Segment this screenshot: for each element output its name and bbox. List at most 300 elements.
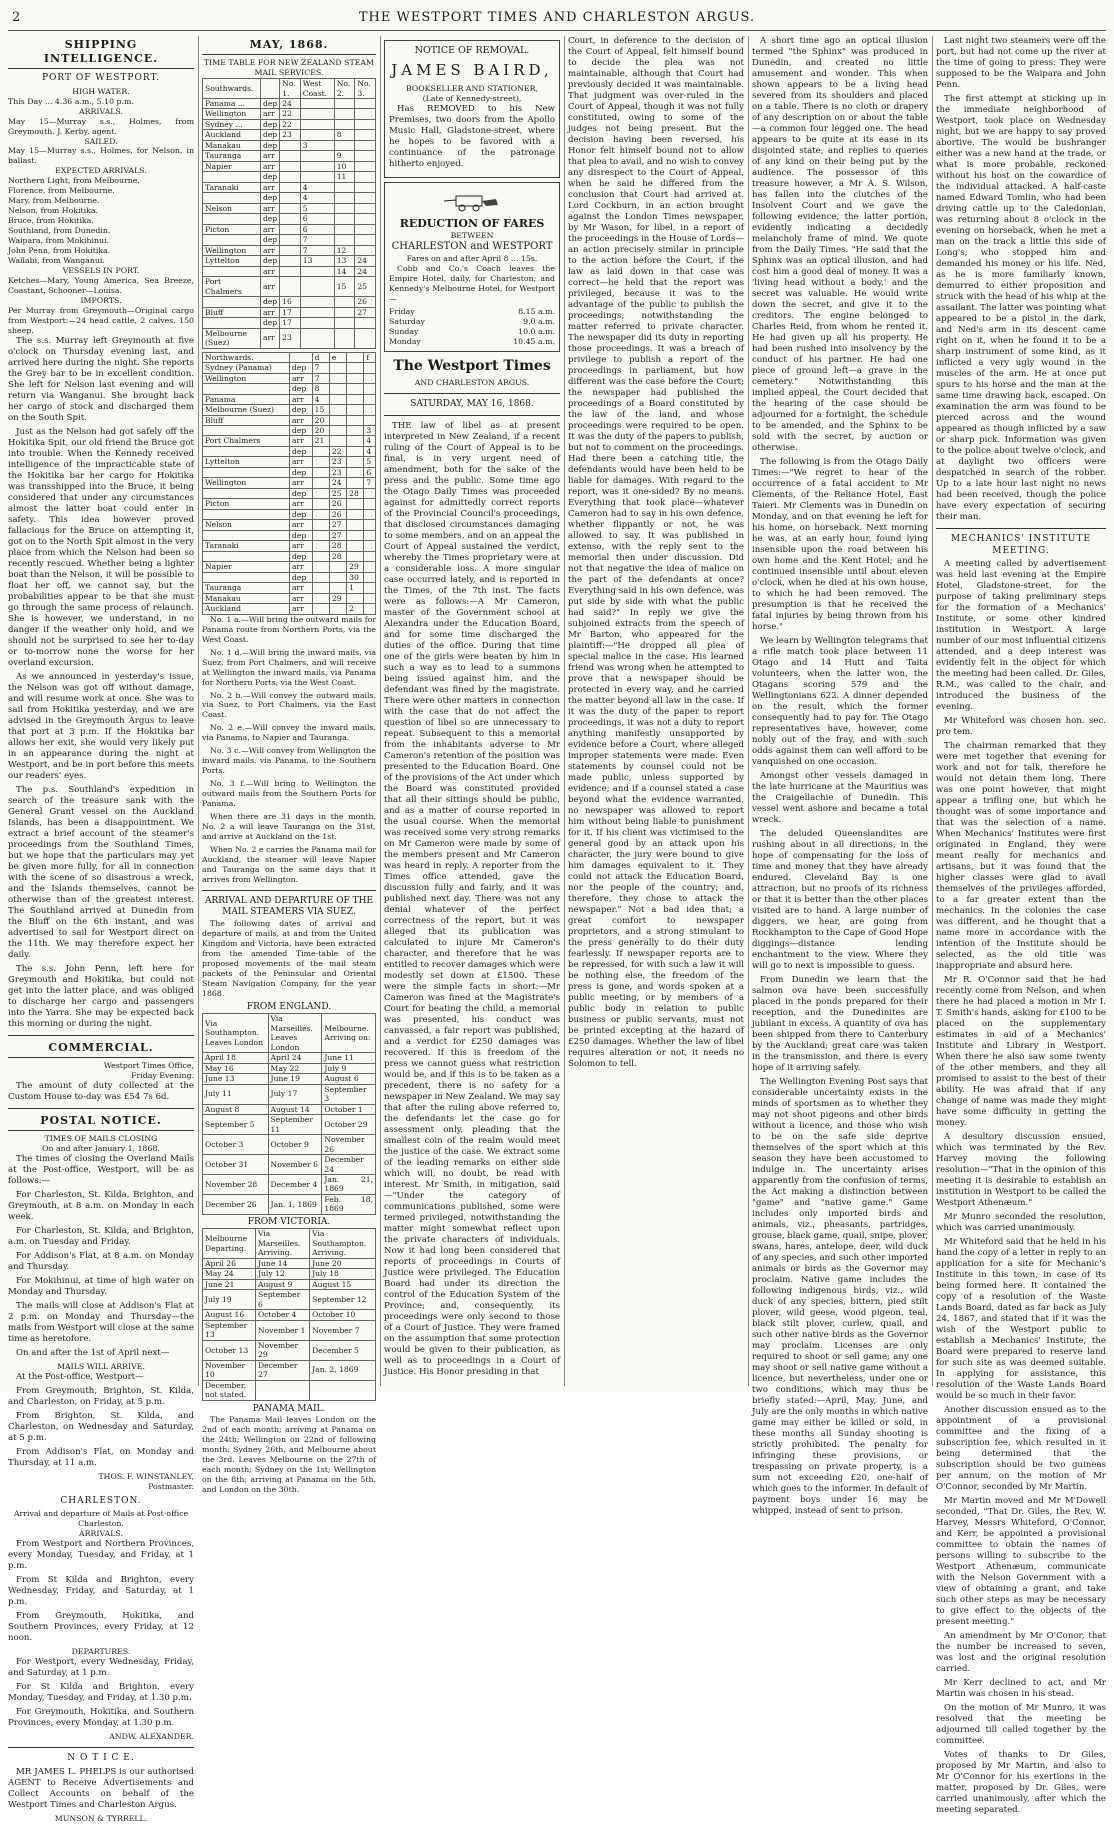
table-cell [280, 182, 301, 192]
table-row [203, 562, 376, 572]
table-row [203, 130, 376, 140]
table-row [203, 1194, 376, 1214]
removal-name: JAMES BAIRD, [391, 61, 553, 80]
table-cell [312, 572, 329, 582]
table-cell: September 13 [203, 1320, 256, 1340]
table-cell: arr [290, 394, 313, 404]
table-cell: December 27 [256, 1360, 310, 1380]
table-cell: 6 [300, 214, 334, 224]
table-row [203, 182, 376, 192]
table-cell [329, 373, 346, 383]
table-cell: October 29 [322, 1115, 376, 1135]
table-cell: Picton [203, 499, 290, 509]
fare-time-row [389, 327, 555, 337]
table-cell [329, 426, 346, 436]
table-cell [312, 478, 329, 488]
timetable-northwards: Northwards. d e f Sydney (Panama) dep 7 Wellington arr 7 dep 8 Panama arr 4 Melbourne (Suez) dep 15 Bluff arr 20 dep 20 3 Port Chalmers arr 21 4 dep 22 4 Lyttelton arr 23 5 dep 23 6 Wellington arr 24 7 dep 25 28 Picton arr 26 dep 26 Nelson arr 27 dep 27 Taranaki arr 28 dep 28 Napier arr 29 dep 30 Tauranga arr 1 Manakau arr 29 Auckland arr 2 [202, 352, 376, 615]
eng-col: Melbourne. Arriving on: [322, 1014, 376, 1053]
table-cell: 25 [355, 277, 376, 297]
notice-heading: N O T I C E. [67, 1753, 135, 1764]
column-1 [8, 36, 194, 1823]
table-cell [280, 140, 301, 150]
table-cell [329, 562, 346, 572]
table-cell: Manakau [203, 593, 290, 603]
table-cell: dep [290, 551, 313, 561]
fare-time: 8.15 a.m. [518, 306, 555, 316]
timetable-note: No. 3 c.—Will convey from Wellington the inward mails, via Panama, to the Southern Ports. [202, 746, 376, 776]
fares-times [389, 307, 555, 347]
table-cell [300, 130, 334, 140]
mechanics-paragraph: Mr Whiteford said that he held in his hand the copy of a letter in reply to an application for a site for Mechanic's Institute in this town, in case of its being formed here. It contained the copy of a resolution of the Waste Lands Board, dated as far back as July 24, 1867, and stated that if it was the wish of the Westport public to establish a Mechanics' Institute, the Board were prepared to reserve land for such site as was deemed suitable. In applying for assistance, this resolution of the Waste Lands Board would be so much in their favor. [936, 1237, 1106, 1402]
table-cell: December 5 [310, 1340, 376, 1360]
charleston-departures-label: DEPARTURES. [71, 1647, 131, 1657]
table-cell: arr [260, 151, 279, 161]
table-cell [347, 593, 364, 603]
masthead [8, 8, 1106, 31]
eng-col: Via Southampton. Leaves London [203, 1014, 269, 1053]
table-cell: Manakau [203, 140, 261, 150]
table-cell: dep [260, 98, 279, 108]
table-cell: October 13 [203, 1340, 256, 1360]
table-cell [312, 541, 329, 551]
table-cell [300, 119, 334, 129]
table-row [203, 551, 376, 561]
table-cell [203, 426, 290, 436]
table-cell: dep [290, 530, 313, 540]
postal-paragraph: For Charleston, St. Kilda, and Brighton, a.m. on Tuesday and Friday. [8, 1225, 194, 1247]
table-cell: Napier [203, 161, 261, 171]
charleston-heading: CHARLESTON. [60, 1495, 142, 1506]
table-cell: 27 [329, 530, 346, 540]
table-cell: June 11 [322, 1053, 376, 1063]
table-row [203, 541, 376, 551]
table-cell [355, 151, 376, 161]
table-cell [347, 499, 364, 509]
table-cell: November 28 [203, 1174, 269, 1194]
table-cell: April 18 [203, 1053, 269, 1063]
table-cell [300, 98, 334, 108]
table-cell: Port Chalmers [203, 436, 290, 446]
table-row [203, 109, 376, 119]
table-cell [347, 467, 364, 477]
editorial-sphinx: A short time ago an optical illusion termed "the Sphinx" was produced in Dunedin, and created no little amusement and wonder. This when shown appears to be a living head severed from its shoulders and placed on a table. There is no cloth or drapery of any description on or about the table—a common four legged one. The head appears to be quite at its ease in its disjointed state, and replies to queries of any kind on their being put by the audience. The possessor of this treasure however, a Mr A. S. Wilson, has fallen into the clutches of the Insolvent Court and we gave the following evidence, the latter portion, evidently indicating a decidedly melancholy frame of mind. We quote from the Daily Times. "He said that the Sphinx was an optical illusion, and had cost him a good deal of money. It was a 'living head without a body,' and the secret was valuable. He would write down the secret, and give it to the creditors. The engine belonged to Charles Reid, from whom he rented it. He had given up all his property. He had been rushed into insolvency by the conduct of his partner. He had one piece of ground left—a grave in the cemetery." Notwithstanding this implied appeal, the Court decided that the hearing of the case should be adjourned for a fortnight, the schedule to be amended, and the Sphinx to be sold with the secret, by auction or otherwise. [752, 36, 928, 453]
table-cell: 7 [312, 373, 329, 383]
timetable-note: When there are 31 days in the month, No. 2 a will leave Tauranga on the 31st, and arrive at Auckland on the 1st. [202, 812, 376, 842]
expected-label: EXPECTED ARRIVALS. [55, 166, 147, 176]
table-row [203, 467, 376, 477]
table-cell [329, 405, 346, 415]
table-cell: 5 [364, 457, 376, 467]
table-row [203, 1380, 376, 1400]
table-cell: September 6 [256, 1290, 310, 1310]
table-cell: arr [260, 182, 279, 192]
table-cell [347, 373, 364, 383]
table-cell: Picton [203, 224, 261, 234]
table-cell: arr [260, 224, 279, 234]
table-cell: September 11 [268, 1115, 322, 1135]
table-cell: 7 [312, 363, 329, 373]
table-cell [329, 394, 346, 404]
table-cell [364, 384, 376, 394]
table-cell [203, 193, 261, 203]
table-cell: 13 [334, 256, 355, 266]
mechanics-paragraph: Votes of thanks to Dr Giles, proposed by Mr Martin, and also to Mr O'Connor for his exertions in the matter, proposed by Dr. Giles, were carried unanimously, after which the meeting separated. [936, 1750, 1106, 1816]
table-cell [329, 583, 346, 593]
table-cell [203, 384, 290, 394]
table-cell: 26 [329, 509, 346, 519]
table-cell: arr [260, 277, 279, 297]
table-cell: 29 [347, 562, 364, 572]
table-row [203, 405, 376, 415]
table-cell [364, 541, 376, 551]
table-cell [364, 488, 376, 498]
table-cell: Wellington [203, 245, 261, 255]
postal-sub2: On and after January 1, 1868. [42, 1143, 160, 1153]
table-cell [364, 394, 376, 404]
table-cell: October 3 [203, 1135, 269, 1155]
table-row [203, 1084, 376, 1104]
editorial-steamers: Last night two steamers were off the port, but had not come up the river at the time of going to press. They were supposed to be the Waipara and John Penn. [936, 36, 1106, 90]
timetable-date: MAY, 1868. [202, 38, 376, 55]
table-cell: 26 [355, 297, 376, 307]
issue-date: SATURDAY, MAY 16, 1868. [410, 398, 534, 409]
table-cell: 3 [364, 426, 376, 436]
table-cell [355, 328, 376, 348]
table-cell: July 17 [268, 1084, 322, 1104]
table-row [203, 1320, 376, 1340]
shipping-paragraph: The s.s. Murray left Greymouth at five o'clock on Thursday evening last, and arrived here during the night. She reports the Grey bar to be in excellent condition. She left for Nelson last evening and will return via Wanganui. She brought back her cargo of stock and discharged them on the South Spit. [8, 335, 194, 423]
table-cell [355, 172, 376, 182]
table-cell: dep [290, 572, 313, 582]
charleston-arrival: From St Kilda and Brighton, every Wednesday, Friday, and Saturday, at 1 p.m. [8, 1575, 194, 1608]
table-cell: 4 [364, 446, 376, 456]
table-cell [300, 277, 334, 297]
table-cell: July 18 [310, 1269, 376, 1279]
removal-trade: BOOKSELLER AND STATIONER, [406, 84, 538, 94]
table-cell: 15 [312, 405, 329, 415]
table-cell: July 9 [322, 1063, 376, 1073]
table-cell: Taranaki [203, 182, 261, 192]
table-cell [312, 520, 329, 530]
table-cell: 27 [355, 307, 376, 317]
panama-text: The Panama Mail leaves London on the 2nd of each month; arriving at Panama on the 24th; Wellington on 22nd of following month; Sydney 26th, and Melbourne about the 3rd. Leaves Melbourne on the 27th of each month; Sydney on the 1st; Wellington on the 8th; arriving at Panama on the 5th, and London on the 30th. [202, 1415, 376, 1494]
table-cell [355, 119, 376, 129]
table-cell: June 21 [203, 1279, 256, 1289]
table-cell: November 10 [203, 1360, 256, 1380]
table-cell [355, 203, 376, 213]
timetable-heading: TIME TABLE FOR NEW ZEALAND STEAM MAIL SERVICES. [203, 58, 375, 78]
table-cell: dep [260, 193, 279, 203]
col-no1: No. 1. [280, 79, 301, 99]
table-cell: August 14 [268, 1104, 322, 1114]
postal-paragraph: For Mokihinui, at time of high water on Monday and Thursday. [8, 1275, 194, 1297]
table-cell [300, 151, 334, 161]
table-cell: July 19 [203, 1290, 256, 1310]
table-cell [364, 604, 376, 614]
table-cell: 2 [347, 604, 364, 614]
removal-late: (Late of Kennedy-street), [422, 94, 522, 104]
table-row [203, 1063, 376, 1073]
table-cell [355, 140, 376, 150]
table-cell: Nelson [203, 520, 290, 530]
timetable-note: No. 1 d.—Will bring the inward mails, via Suez, from Port Chalmers, and will receive at Wellington the inward mails, via Panama for Northern Ports, via the West Coast. [202, 647, 376, 687]
table-cell [203, 446, 290, 456]
table-row [203, 266, 376, 276]
table-cell: Wellington [203, 373, 290, 383]
table-row [203, 1074, 376, 1084]
postal-paragraph: For Charleston, St. Kilda, Brighton, and Greymouth, at 8 a.m. on Monday in each week. [8, 1189, 194, 1222]
shipping-paragraph: As we announced in yesterday's issue, the Nelson was got off without damage, and will resume work at once. She was to sail from Hokitika yesterday, and we are advised in the Greymouth Argus to leave that port at 3 p.m. If the Hokitika bar allows her exit, she would very likely put in an appearance during the night at Westport, and be in port before this meets our readers' eyes. [8, 671, 194, 781]
table-row [203, 1155, 376, 1175]
table-row [203, 478, 376, 488]
table-cell: 24 [355, 266, 376, 276]
table-cell [347, 551, 364, 561]
table-cell: August 6 [322, 1074, 376, 1084]
table-cell: July 11 [203, 1084, 269, 1104]
suez-text: The following dates of arrival and departure of mails, at and from the United Kingdom and Victoria, have been extracted from the amended Time-table of the proposed movements of the mail steam packets of the Peninsular and Oriental Steam Navigation Company, for the year 1868. [202, 918, 376, 998]
postal-arrive: From Addison's Flat, on Monday and Thursday, at 11 a.m. [8, 1446, 194, 1468]
table-row [203, 363, 376, 373]
timetable-note: When No. 2 e carries the Panama mail for Auckland, the steamer will leave Napier and Tauranga on the same days that it arrives from Wellington. [202, 845, 376, 884]
table-cell [334, 98, 355, 108]
table-row [203, 235, 376, 245]
table-row [203, 256, 376, 266]
table-cell: 7 [364, 478, 376, 488]
table-cell: 14 [334, 266, 355, 276]
table-row [203, 593, 376, 603]
table-cell [329, 436, 346, 446]
table-row [203, 1360, 376, 1380]
table-row [203, 297, 376, 307]
from-england-heading: FROM ENGLAND. [246, 1001, 332, 1012]
table-cell [364, 363, 376, 373]
table-cell: 6 [300, 224, 334, 234]
table-cell [347, 520, 364, 530]
mechanics-paragraph: The chairman remarked that they were met together that evening for work and not for talk, therefore he would not detain them long. There was one point however, that might appear a trifling one, but which he thought was of some importance and that was the selection of a name. When Mechanics' Institutes were first originated in England, they were meant really for mechanics and artisans, but it was found that the higher classes were glad to avail themselves of the privileges afforded, to a far greater extent than the mechanics. In the colonies the case was different, and he thought that a name more in accordance with the intention of the Institute should be selected, as the old title was inappropriate and absurd here. [936, 741, 1106, 972]
table-cell: arr [290, 373, 313, 383]
charleston-departure: For Westport, every Wednesday, Friday, and Saturday, at 1 p.m. [8, 1657, 194, 1679]
table-cell: 4 [312, 394, 329, 404]
charleston-sub: Arrival and departure of Mails at Post-office Charleston. [13, 1509, 189, 1529]
fares-text: Cobb and Co.'s Coach leaves the Empire Hotel, daily, for Charleston; and Kennedy's Melbourne Hotel, for Westport— [389, 264, 555, 303]
table-cell: Lyttelton [203, 457, 290, 467]
table-cell: arr [290, 562, 313, 572]
table-row [203, 1174, 376, 1194]
table-cell: 30 [347, 572, 364, 582]
table-cell: Auckland [203, 604, 290, 614]
eng-col: Via Marseilles. Leaves London [268, 1014, 322, 1053]
fare-day: Friday [389, 306, 415, 316]
table-row [203, 193, 376, 203]
column-2 [202, 36, 376, 1494]
table-cell: 28 [347, 488, 364, 498]
editorial-game-licence: The Wellington Evening Post says that considerable uncertainty exists in the minds of sportsmen as to whether they may not shoot pigeons and other birds without a licence, and those who wish to be on the safe side deprive themselves of the sport which at this season they have been accustomed to indulge in. The uncertainty arises apparently from the confusion of terms, the Act making a distinction between "game" and "native game." Game includes only imported birds and animals, viz., pheasants, partridges, grouse, black game, quail, snipe, plover, swans, hares, antelope, deer, wild duck of any species, and such other imported animals or birds as the Governor may proclaim. Native game includes the following indigenous birds, viz., wild duck of any species, bittern, pied stilt plover, wild geese, wood pigeon, teal, black stilt plover, curlew, quail, and such other native birds as the Governor may proclaim. Licenses are only required to shoot or sell game; any one may shoot or sell native game without a licence, but nevertheless, under one or two conditions, which may thus be briefly stated:—April, May, June, and July are the only months in which native game may either be killed or sold, in these months all Sunday shooting is strictly prohibited. The penalty for infringing these provisions, or trespassing on private property, is a sum not exceeding £20, one-half of which goes to the informer. In default of payment boys under 16 may be whipped, instead of sent to prison. [752, 1077, 928, 1516]
col-no2: No. 2. [334, 79, 355, 99]
table-row [203, 1269, 376, 1279]
table-cell: 1 [347, 583, 364, 593]
table-cell: 25 [329, 488, 346, 498]
commercial-office: Westport Times Office, [103, 1060, 194, 1070]
table-cell [329, 363, 346, 373]
mechanics-paragraph: Another discussion ensued as to the appointment of a provisional committee and the fixing of a subscription fee, which resulted in it being determined that the subscription should be two guineas per annum, on the motion of Mr O'Connor, seconded by Mr Martin. [936, 1405, 1106, 1493]
list-item: Northern Light, from Melbourne. [8, 176, 140, 186]
table-row [203, 520, 376, 530]
table-cell [355, 161, 376, 171]
mechanics-paragraph: Mr Munro seconded the resolution, which was carried unanimously. [936, 1212, 1106, 1234]
table-cell: 11 [334, 172, 355, 182]
table-cell [347, 446, 364, 456]
column-6 [936, 36, 1106, 1816]
table-row [203, 1053, 376, 1063]
table-cell: August 16 [203, 1310, 256, 1320]
table-cell [329, 384, 346, 394]
table-cell [280, 161, 301, 171]
table-cell: arr [290, 593, 313, 603]
table-cell: 4 [364, 436, 376, 446]
table-cell [280, 235, 301, 245]
table-cell [256, 1380, 310, 1400]
table-cell [203, 214, 261, 224]
fare-day: Monday [389, 336, 421, 346]
from-victoria-table [202, 1228, 376, 1400]
fares-heading: REDUCTION OF FARES [399, 217, 545, 231]
table-cell [312, 583, 329, 593]
editorial-flow-continued [568, 36, 744, 1070]
table-cell: 10 [334, 161, 355, 171]
table-cell [347, 363, 364, 373]
table-cell [355, 182, 376, 192]
table-cell: 28 [329, 551, 346, 561]
table-cell [355, 224, 376, 234]
editorial-queensland: The deluded Queenslandites are rushing about in all directions, in the hope of compensating for the loss of time and money that they have already endured. Cleveland Bay is one attraction, but no proofs of its richness or that it is better than the other places visited are to hand. A large number of diggers, we hear, are going from Rockhampton to the Cape of Good Hope diggings—distance lending enchantment to the view. Where they will go to next is impossible to guess. [752, 829, 928, 971]
table-row [203, 384, 376, 394]
table-cell [300, 328, 334, 348]
table-cell [312, 457, 329, 467]
table-cell: 8 [312, 384, 329, 394]
table-cell: Tauranga [203, 583, 290, 593]
table-cell: Bluff [203, 415, 290, 425]
table-cell [355, 318, 376, 328]
table-cell: November 29 [256, 1340, 310, 1360]
list-item: Southland, from Dunedin. [8, 226, 111, 236]
table-cell: 6 [364, 467, 376, 477]
table-cell: October 4 [256, 1310, 310, 1320]
table-cell [203, 488, 290, 498]
table-cell: arr [260, 161, 279, 171]
table-cell [300, 172, 334, 182]
editorial-libel: THE law of libel as at present interpreted in New Zealand, if a recent ruling of the Court of Appeal is to be final, is in very urgent need of amendment, both for the sake of the press and the public. Some time ago the Otago Daily Times was proceeded against for admittedly correct reports of the Provincial Council's proceedings, that disclosed circumstances damaging to some members, and on an appeal the Court of Appeal sustained the verdict, whereby the Times proprietary were at a considerable loss. A more singular case occurred lately, and is reported in the Times, of the 7th inst. The facts were as follows:—A Mr Cameron, master of the Government school at Alexandra under the Education Board, and for some time discharged the duties of the office. During that time one of the girls were beaten by him in such a way as to lead to a summons being issued against him, and the defendant was fined by the magistrate. There were other matters in connection with the case that do not affect the question of libel so are unnecessary to repeat. Subsequent to this a memorial from the inhabitants adverse to Mr Cameron's retention of the position was presented to the Education Board. One of the provisions of the Act under which the Board was constituted provided that all their sittings should be public, and as a matter of course reported in the usual course. When the memorial was received some very strong remarks on Mr Cameron were made by some of the members present and Mr Cameron was heard in reply. A reporter from the Times office attended, gave the discussion fully and fairly, and it was published next day. There was not any denial whatever of the perfect correctness of the report, but it was alleged that its publication was calculated to injure Mr Cameron's character, and therefore that he was entitled to recover damages which were modestly set down at £1500. These were the simple facts in short:—Mr Cameron was fined at the Magistrate's Court for beating the child, a memorial was presented, his conduct was canvassed, a fair report was published, and a verdict for £250 damages was recovered. If this is freedom of the press we cannot guess what restriction would be, and if this is to be taken as a precedent, there is no safety for a newspaper in New Zealand. We may say that after the ruling above referred to, the defendants let the case go for assessment only, pleading that the smallest coin of the realm would meet the justice of the case. We extract some of the leading remarks on either side which will, no doubt, be read with interest. Mr Smith, in mitigation, said—"Under the category of communications published, some were termed privileged, notwithstanding the matter might somewhat reflect upon the private characters of individuals. Now it had long been considered that reports of proceedings in Courts of Justice were privileged. The Education Board had under its direction the control of the Education System of the Province; and, consequently, its proceedings were only second to those of a Court of Justice. They were framed on the assumption that some protection would be given to their publication, as well as to proceedings in a Court of Justice. His Honor presiding in that [384, 421, 560, 1378]
table-cell: 12 [334, 245, 355, 255]
table-cell [334, 235, 355, 245]
table-cell: arr [260, 245, 279, 255]
table-cell [310, 1380, 376, 1400]
table-cell [347, 530, 364, 540]
fare-time-row [389, 337, 555, 347]
list-item: Waipara, from Mokihinui. [8, 236, 110, 246]
mechanics-paragraph: An amendment by Mr O'Conor, that the number be increased to seven, was lost and the original resolution carried. [936, 1631, 1106, 1675]
high-water-text: This Day ... 4.36 a.m., 5.10 p.m. [8, 96, 134, 106]
table-cell: 26 [329, 499, 346, 509]
table-cell: dep [260, 214, 279, 224]
fares-line: Fares on and after April 8 ... 15s. [406, 254, 538, 264]
table-cell: September 3 [322, 1084, 376, 1104]
table-cell: arr [290, 457, 313, 467]
table-cell: arr [290, 583, 313, 593]
table-cell: 17 [280, 318, 301, 328]
table-cell [300, 109, 334, 119]
postal-sub: TIMES OF MAILS CLOSING [44, 1133, 158, 1143]
mechanics-paragraph: A meeting called by advertisement was held last evening at the Empire Hotel, Gladstone-street, for the purpose of taking preliminary steps for the formation of a Mechanics' Institute, or some other kindred institution in Westport. A large number of our most influential citizens attended, and a deep interest was evidently felt in the object for which the meeting had been called. Dr. Giles, R.M., was called to the chair, and introduced the business of the evening. [936, 559, 1106, 713]
table-cell: dep [260, 119, 279, 129]
postal-arrive: From Brighton, St. Kilda, and Charleston, on Wednesday and Saturday, at 5 p.m. [8, 1410, 194, 1443]
table-cell [300, 297, 334, 307]
table-row [203, 161, 376, 171]
table-row [203, 436, 376, 446]
table-cell: 15 [334, 277, 355, 297]
table-cell: Bluff [203, 307, 261, 317]
table-cell: July 12 [256, 1269, 310, 1279]
table-row [203, 224, 376, 234]
table-cell: dep [260, 235, 279, 245]
panama-heading: PANAMA MAIL. [252, 1403, 326, 1414]
table-row [203, 245, 376, 255]
list-item: Florence, from Melbourne. [8, 186, 115, 196]
table-cell: October 1 [322, 1104, 376, 1114]
table-row [203, 426, 376, 436]
table-cell [203, 509, 290, 519]
table-cell: August 15 [310, 1279, 376, 1289]
table-row [203, 1135, 376, 1155]
table-cell [334, 182, 355, 192]
table-cell: April 26 [203, 1258, 256, 1268]
table-cell [364, 520, 376, 530]
table-cell: Auckland [203, 130, 261, 140]
table-cell: 28 [329, 541, 346, 551]
table-cell [334, 203, 355, 213]
table-cell: dep [290, 509, 313, 519]
table-cell: 8 [334, 130, 355, 140]
table-cell [364, 572, 376, 582]
from-england-table [202, 1013, 376, 1215]
table-cell: 23 [280, 328, 301, 348]
table-cell: dep [290, 363, 313, 373]
table-cell: arr [290, 415, 313, 425]
vessels-text: Ketches—Mary, Young America, Sea Breeze, Coastant. Schooner—Louisa. [8, 276, 194, 296]
table-cell [203, 572, 290, 582]
charleston-arrival: From Greymouth, Hokitika, and Southern Provinces, every Friday, at 12 noon. [8, 1611, 194, 1644]
table-cell [355, 109, 376, 119]
vic-col: Via Southampton. Arriving. [310, 1229, 376, 1258]
table-row [203, 328, 376, 348]
mechanics-heading: MECHANICS' INSTITUTE MEETING. [950, 534, 1092, 556]
table-cell [334, 140, 355, 150]
table-row [203, 277, 376, 297]
vic-col: Via Marseilles. Arriving. [256, 1229, 310, 1258]
table-cell: April 24 [268, 1053, 322, 1063]
mechanics-paragraph: Mr Whiteford was chosen hon. sec. pro tem. [936, 716, 1106, 738]
table-cell [280, 151, 301, 161]
postmaster-name: THOS. F. WINSTANLEY, [98, 1471, 194, 1481]
table-cell: 17 [280, 307, 301, 317]
table-cell: December, not stated. [203, 1380, 256, 1400]
table-cell: arr [260, 328, 279, 348]
table-cell: November 1 [256, 1320, 310, 1340]
table-row [203, 1115, 376, 1135]
mechanics-paragraph: A desultory discussion ensued, which was terminated by the Rev. Harvey moving the following resolution—"That in the opinion of this meeting it is desirable to establish an institution in Westport to be called the Westport Athenæum." [936, 1132, 1106, 1209]
table-cell: 23 [280, 130, 301, 140]
table-cell: Jan. 2, 1869 [310, 1360, 376, 1380]
fare-time: 9.0 a.m. [523, 316, 555, 326]
